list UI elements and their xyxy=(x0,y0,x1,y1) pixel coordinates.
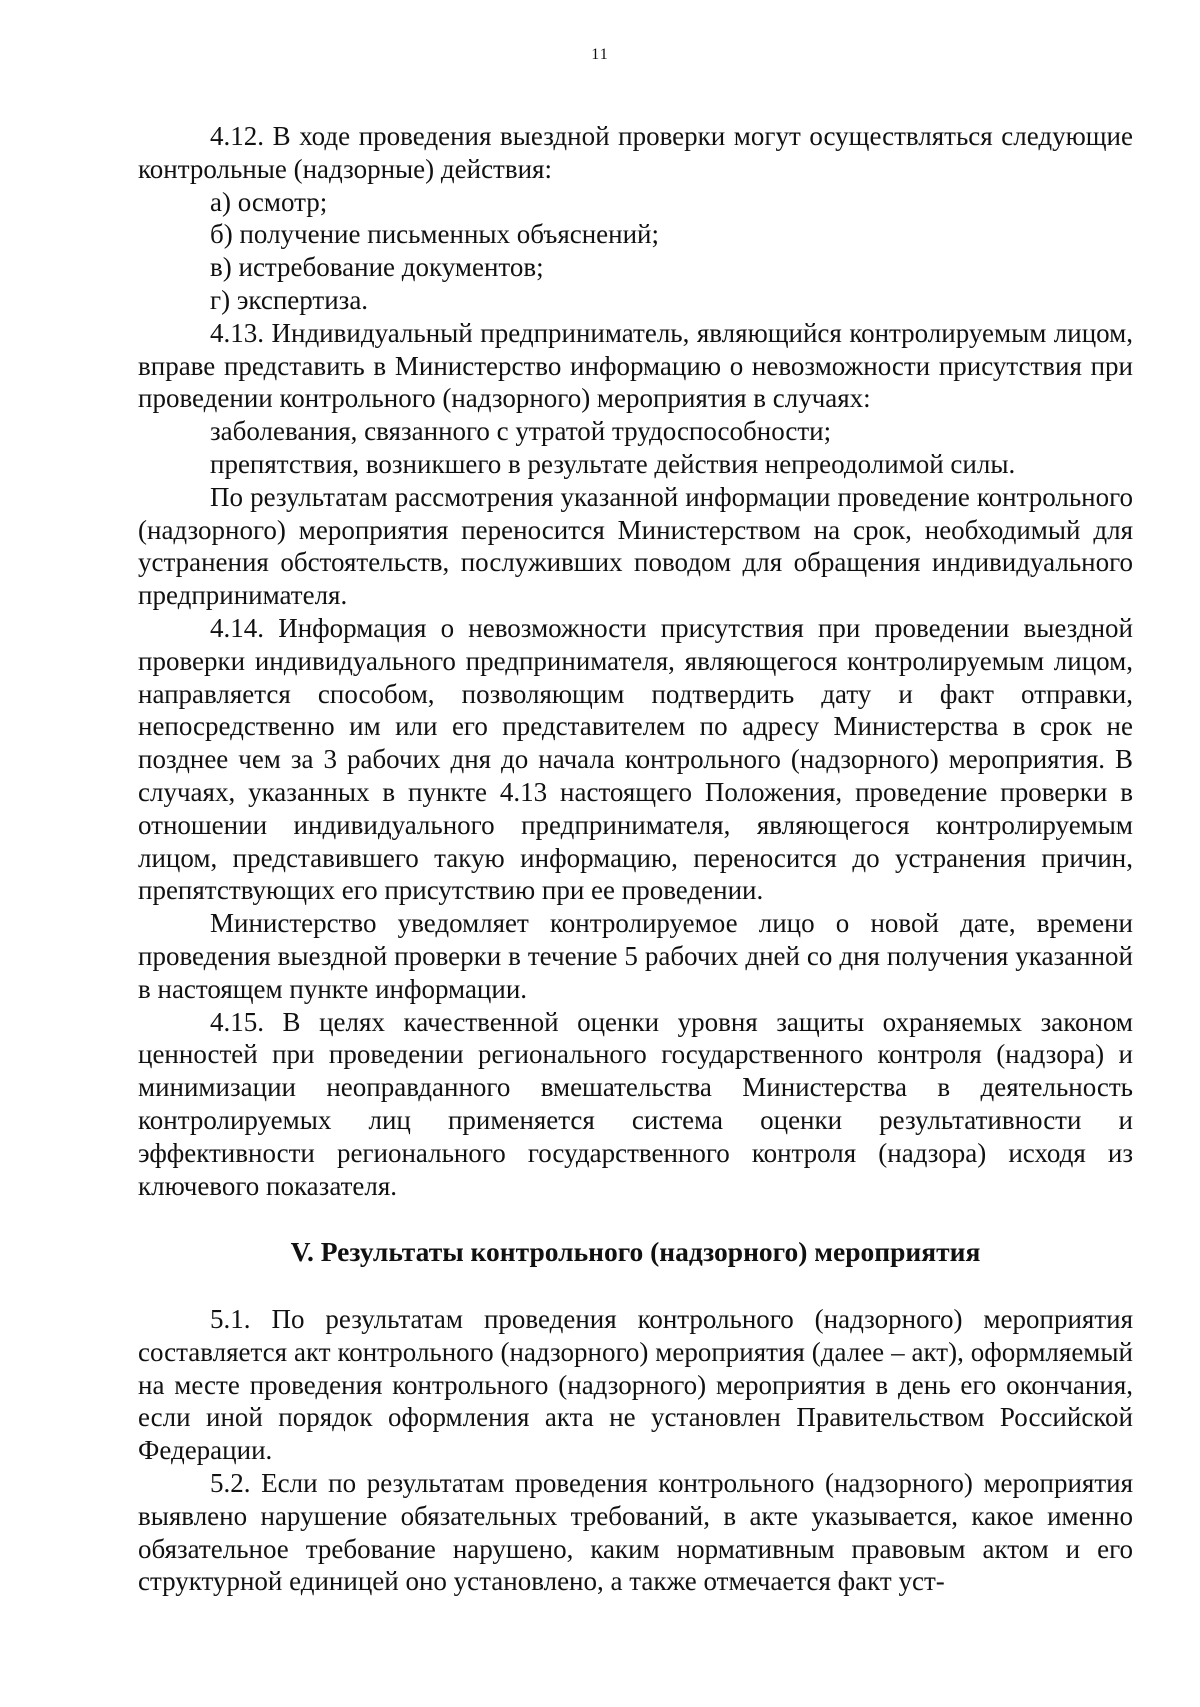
paragraph-4-15: 4.15. В целях качественной оценки уровня защиты охраняемых законом ценностей при проведении регионального государственного контроля (надзора) и минимизации неоправданного вмешательства Министерства в деятельность контролируемых лиц применяется система оценки результативности и эффективности регионального государственного контроля (надзора) исходя из ключевого показателя. xyxy=(138,1006,1133,1201)
paragraph-5-1: 5.1. По результатам проведения контрольного (надзорного) мероприятия составляется акт контрольного (надзорного) мероприятия (далее – акт), оформляемый на месте проведения контрольного (надзорного) мероприятия в день его окончания, если иной порядок оформления акта не установлен Правительством Российской Федерации. xyxy=(138,1304,1133,1466)
list-item-a: а) осмотр; xyxy=(210,186,328,217)
list-item-g: г) экспертиза. xyxy=(210,284,369,315)
paragraph-4-13-case-2: препятствия, возникшего в результате действия непреодолимой силы. xyxy=(210,448,1016,479)
paragraph-5-2: 5.2. Если по результатам проведения контрольного (надзорного) мероприятия выявлено нарушение обязательных требований, в акте указывается, какое именно обязательное требование нарушено, каким нормативным правовым актом и его структурной единицей оно установлено, а также отмечается факт уст- xyxy=(138,1468,1133,1597)
list-item-v: в) истребование документов; xyxy=(210,252,544,283)
page-number: 11 xyxy=(591,46,609,63)
paragraph-4-13-case-1: заболевания, связанного с утратой трудоспособности; xyxy=(210,416,832,447)
section-heading: V. Результаты контрольного (надзорного) мероприятия xyxy=(290,1236,981,1268)
paragraph-4-14-notice: Министерство уведомляет контролируемое лицо о новой дате, времени проведения выездной проверки в течение 5 рабочих дней со дня получения указанной в настоящем пункте информации. xyxy=(138,908,1133,1004)
list-item-b: б) получение письменных объяснений; xyxy=(210,219,660,250)
paragraph-4-14: 4.14. Информация о невозможности присутствия при проведении выездной проверки индивидуального предпринимателя, являющегося контролируемым лицом, направляется способом, позволяющим подтвердить дату и факт отправки, непосредственно им или его представителем по адресу Министерства в срок не позднее чем за 3 рабочих дня до начала контрольного (надзорного) мероприятия. В случаях, указанных в пункте 4.13 настоящего Положения, проведение проверки в отношении индивидуального предпринимателя, являющегося контролируемым лицом, представившего такую информацию, переносится до устранения причин, препятствующих его присутствию при ее проведении. xyxy=(138,612,1133,906)
paragraph-4-13-result: По результатам рассмотрения указанной информации проведение контрольного (надзорного) мероприятия переносится Министерством на срок, необходимый для устранения обстоятельств, послуживших поводом для обращения индивидуального предпринимателя. xyxy=(138,481,1133,611)
paragraph-4-13: 4.13. Индивидуальный предприниматель, являющийся контролируемым лицом, вправе представить в Министерство информацию о невозможности присутствия при проведении контрольного (надзорного) мероприятия в случаях: xyxy=(138,317,1133,414)
paragraph-4-12: 4.12. В ходе проведения выездной проверки могут осуществляться следующие контрольные (надзорные) действия: xyxy=(138,121,1133,184)
document-body xyxy=(138,120,1133,1598)
